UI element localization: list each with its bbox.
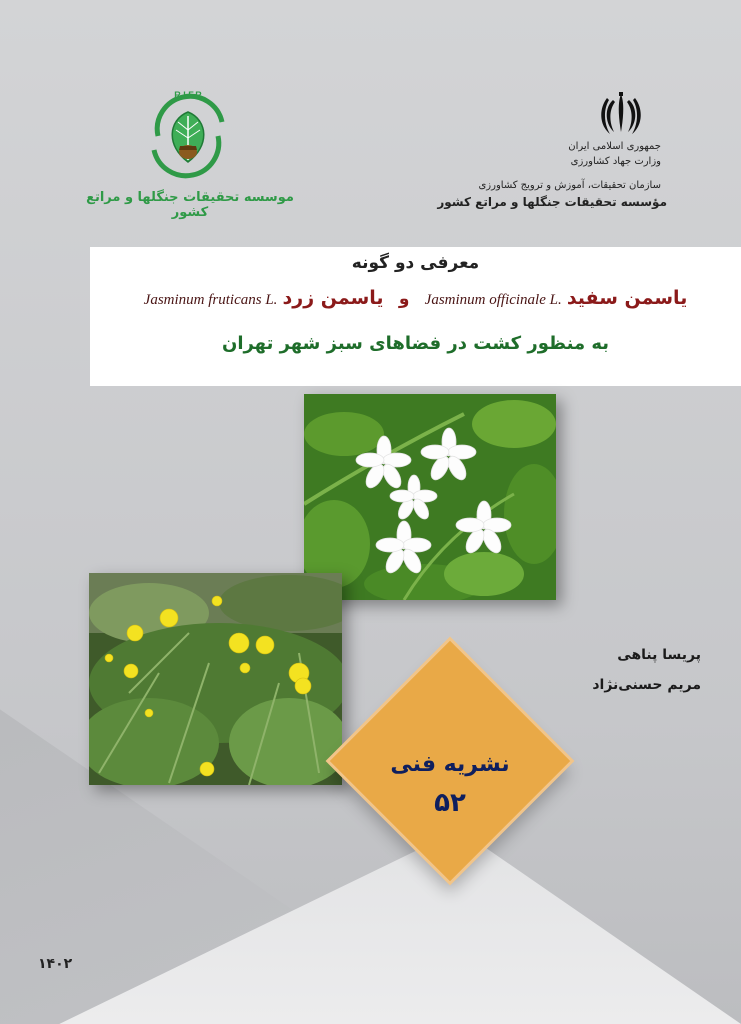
species1-latin: Jasminum officinale L. <box>424 292 562 308</box>
publication-label: نشریه فنی <box>390 752 510 777</box>
publication-year: ۱۴۰۲ <box>38 956 73 972</box>
publication-number: ۵۲ <box>434 788 466 818</box>
conjunction: و <box>398 289 410 309</box>
species2-persian: یاسمن زرد <box>282 287 384 309</box>
gov-line-ministry: وزارت جهاد کشاورزی <box>570 156 661 167</box>
title-main: معرفی دو گونه <box>351 253 480 273</box>
white-jasmine-photo <box>304 394 556 600</box>
yellow-jasmine-photo <box>89 573 342 785</box>
gov-line-country: جمهوری اسلامی ایران <box>568 141 661 152</box>
rifr-logo <box>138 86 238 186</box>
author-2: مریم حسنی‌نژاد <box>592 677 701 693</box>
iran-emblem-icon <box>600 92 642 136</box>
species-line <box>90 287 741 309</box>
gov-line-organization: سازمان تحقیقات، آموزش و ترویج کشاورزی <box>478 180 661 191</box>
species1-persian: یاسمن سفید <box>566 287 688 309</box>
gov-line-institute: مؤسسه تحقیقات جنگلها و مراتع کشور <box>437 195 667 209</box>
species2-latin: Jasminum fruticans L. <box>143 292 278 308</box>
subtitle: به منظور کشت در فضاهای سبز شهر تهران <box>221 333 610 354</box>
rifr-caption: R.I.F.R <box>174 90 202 100</box>
rifr-name: موسسه تحقیقات جنگلها و مراتع کشور <box>86 190 294 220</box>
author-1: پریسا پناهی <box>617 647 701 663</box>
title-panel <box>90 247 741 386</box>
